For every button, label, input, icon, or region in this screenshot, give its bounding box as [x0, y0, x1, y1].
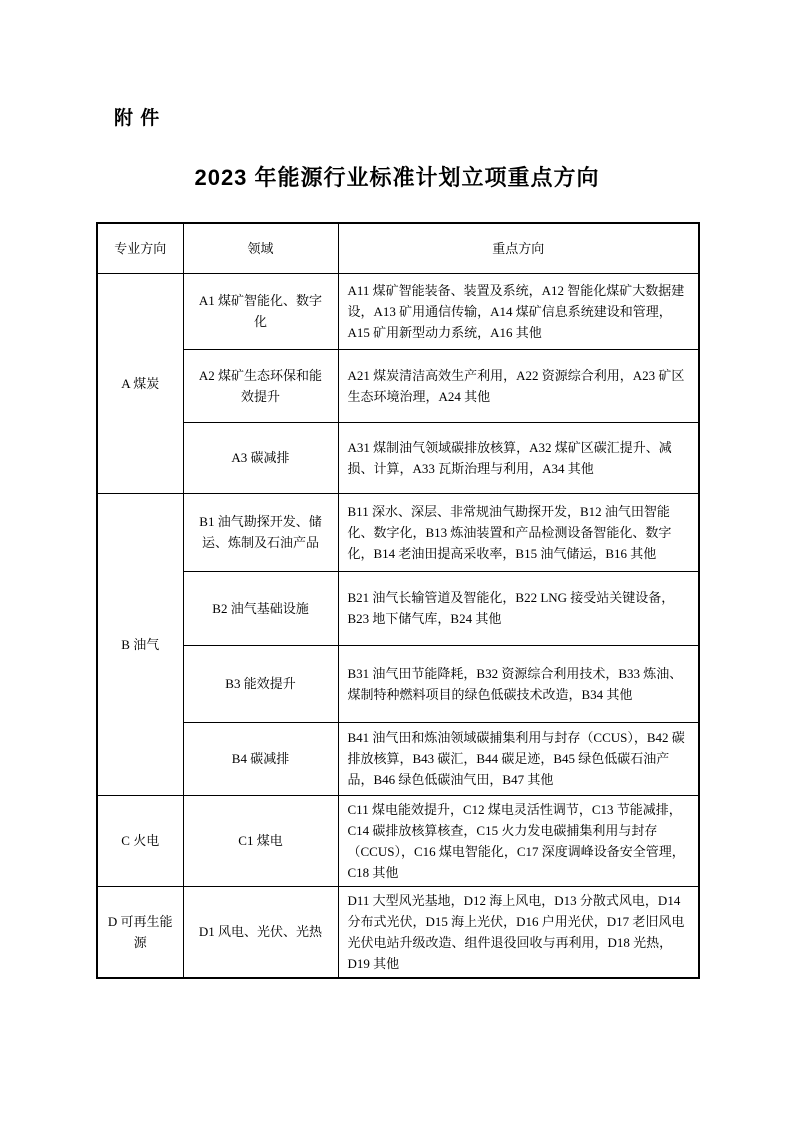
- column-header-0: 专业方向: [97, 223, 183, 273]
- direction-cell: A 煤炭: [97, 273, 183, 493]
- table-row: [97, 349, 699, 422]
- field-cell: B3 能效提升: [183, 645, 338, 722]
- field-cell: C1 煤电: [183, 795, 338, 886]
- table-body: [97, 273, 699, 978]
- table-row: [97, 722, 699, 795]
- table-header: [97, 223, 699, 273]
- direction-cell: C 火电: [97, 795, 183, 886]
- focus-cell: A31 煤制油气领域碳排放核算，A32 煤矿区碳汇提升、减损、计算，A33 瓦斯治理与利用，A34 其他: [338, 422, 699, 493]
- focus-cell: A11 煤矿智能装备、装置及系统，A12 智能化煤矿大数据建设，A13 矿用通信传输，A14 煤矿信息系统建设和管理，A15 矿用新型动力系统，A16 其他: [338, 273, 699, 349]
- key-directions-table: [96, 222, 700, 979]
- field-cell: B4 碳减排: [183, 722, 338, 795]
- field-cell: B1 油气勘探开发、储运、炼制及石油产品: [183, 493, 338, 571]
- field-cell: A2 煤矿生态环保和能效提升: [183, 349, 338, 422]
- focus-cell: C11 煤电能效提升，C12 煤电灵活性调节，C13 节能减排，C14 碳排放核算核查，C15 火力发电碳捕集利用与封存（CCUS），C16 煤电智能化，C17 深度调峰设备安全管理，C18 其他: [338, 795, 699, 886]
- column-header-1: 领域: [183, 223, 338, 273]
- focus-cell: B11 深水、深层、非常规油气勘探开发，B12 油气田智能化、数字化，B13 炼油装置和产品检测设备智能化、数字化，B14 老油田提高采收率，B15 油气储运，B16 其他: [338, 493, 699, 571]
- field-cell: A3 碳减排: [183, 422, 338, 493]
- focus-cell: B41 油气田和炼油领域碳捕集利用与封存（CCUS），B42 碳排放核算，B43 碳汇，B44 碳足迹，B45 绿色低碳石油产品，B46 绿色低碳油气田，B47 其他: [338, 722, 699, 795]
- direction-cell: B 油气: [97, 493, 183, 795]
- focus-cell: D11 大型风光基地，D12 海上风电，D13 分散式风电，D14 分布式光伏，D15 海上光伏，D16 户用光伏，D17 老旧风电光伏电站升级改造、组件退役回收与再利用，D18 光热，D19 其他: [338, 886, 699, 978]
- page-title: 2023 年能源行业标准计划立项重点方向: [194, 165, 600, 190]
- focus-cell: B31 油气田节能降耗，B32 资源综合利用技术，B33 炼油、煤制特种燃料项目的绿色低碳技术改造，B34 其他: [338, 645, 699, 722]
- attachment-label: 附 件: [114, 108, 161, 129]
- field-cell: A1 煤矿智能化、数字化: [183, 273, 338, 349]
- field-cell: D1 风电、光伏、光热: [183, 886, 338, 978]
- table-row: [97, 645, 699, 722]
- column-header-2: 重点方向: [338, 223, 699, 273]
- focus-cell: A21 煤炭清洁高效生产利用，A22 资源综合利用，A23 矿区生态环境治理，A24 其他: [338, 349, 699, 422]
- table-row: [97, 493, 699, 571]
- table-row: [97, 795, 699, 886]
- table-row: [97, 422, 699, 493]
- table-row: [97, 571, 699, 645]
- table-row: [97, 886, 699, 978]
- table-row: [97, 273, 699, 349]
- direction-cell: D 可再生能源: [97, 886, 183, 978]
- focus-cell: B21 油气长输管道及智能化，B22 LNG 接受站关键设备，B23 地下储气库，B24 其他: [338, 571, 699, 645]
- field-cell: B2 油气基础设施: [183, 571, 338, 645]
- table-header-row: [97, 223, 699, 273]
